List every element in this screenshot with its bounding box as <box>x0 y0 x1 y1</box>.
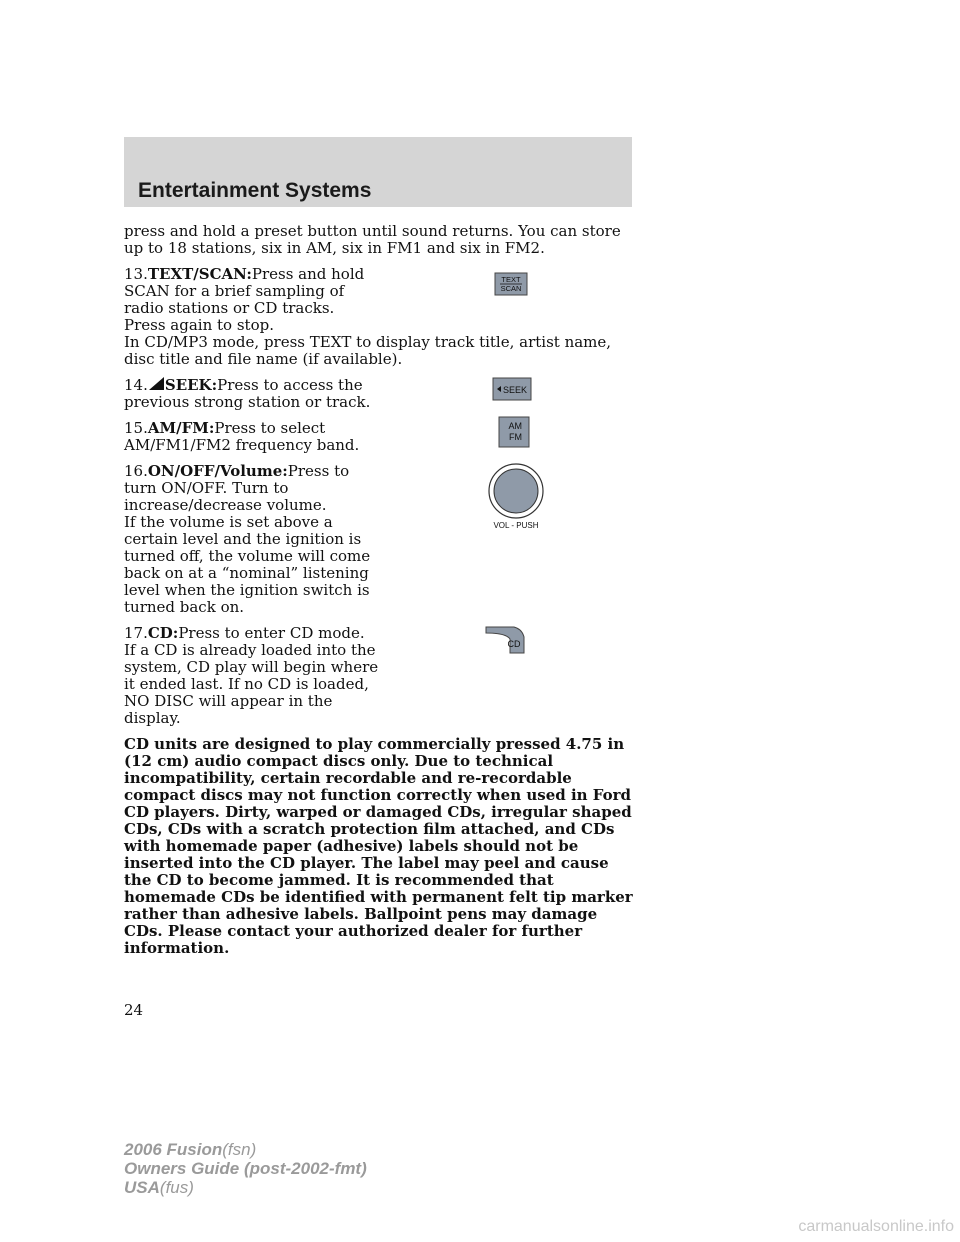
item-number: 14. <box>124 376 148 394</box>
cd-button-icon <box>484 625 530 655</box>
watermark: carmanualsonline.info <box>798 1218 954 1235</box>
item-term: AM/FM: <box>147 419 215 437</box>
cd-warning: CD units are designed to play commercially pressed 4.75 in (12 cm) audio compact discs only. Due to technical incompatibility, certain recordable and re-recordable compact discs may not function correctly when used in Ford CD players. Dirty, warped or damaged CDs, irregular shaped CDs, CDs with a scratch protection film attached, and CDs with homemade paper (adhesive) labels should not be inserted into the CD player. The label may peel and cause the CD to become jammed. It is recommended that homemade CDs be identified with permanent felt tip marker rather than adhesive labels. Ballpoint pens may damage CDs. Please contact your authorized dealer for further information. <box>124 735 633 957</box>
item-13-extra: In CD/MP3 mode, press TEXT to display track title, artist name, disc title and file name (if available). <box>124 333 612 368</box>
item-cd <box>124 625 636 727</box>
text-scan-button-icon <box>494 272 528 296</box>
item-term: ON/OFF/Volume: <box>147 462 288 480</box>
item-description: Press and hold SCAN for a brief sampling of radio stations or CD tracks. Press again to stop. <box>124 265 365 334</box>
item-16-extra-text: If the volume is set above a certain level and the ignition is turned off, the volume will come back on at a “nominal” listening level when the ignition switch is turned back on. <box>124 513 371 616</box>
intro-paragraph: press and hold a preset button until sound returns. You can store up to 18 stations, six in AM, six in FM1 and six in FM2. <box>124 222 621 257</box>
footer-region-code: (fus) <box>159 1178 194 1197</box>
body-text <box>124 223 636 966</box>
cd-label: CD <box>507 639 521 649</box>
item-14-text <box>124 377 380 411</box>
item-number: 13. <box>124 265 148 283</box>
item-text-scan <box>124 266 636 334</box>
amfm-label-1: AM <box>508 421 522 431</box>
item-15-text <box>124 420 380 454</box>
text-scan-label-2: SCAN <box>500 284 522 293</box>
footer-model-code: (fsn) <box>222 1140 257 1159</box>
section-header <box>124 137 632 207</box>
volume-knob-icon <box>484 463 548 531</box>
item-volume <box>124 462 636 530</box>
item-term: TEXT/SCAN: <box>147 265 252 283</box>
footer-model: 2006 Fusion <box>124 1140 223 1159</box>
item-13-text <box>124 266 380 334</box>
item-seek <box>124 377 636 411</box>
footer-region: USA <box>124 1178 160 1197</box>
footer-line-2: Owners Guide (post-2002-fmt) <box>124 1159 367 1178</box>
seek-button-icon <box>492 377 532 401</box>
item-17-text <box>124 625 380 727</box>
item-term: CD: <box>147 624 179 642</box>
seek-back-arrow-icon <box>148 377 165 391</box>
item-description: Press to turn ON/OFF. Turn to increase/decrease volume. <box>124 462 350 514</box>
item-16-extra <box>124 514 636 616</box>
item-term: SEEK: <box>164 376 218 394</box>
item-number: 16. <box>124 462 148 480</box>
seek-label: SEEK <box>502 385 528 395</box>
footer-line-1 <box>124 1140 367 1159</box>
item-amfm <box>124 420 636 454</box>
vol-push-label: VOL - PUSH <box>493 521 539 530</box>
page-number: 24 <box>124 1001 144 1019</box>
item-description: Press to enter CD mode. If a CD is already loaded into the system, CD play will begin where it ended last. If no CD is loaded, NO DISC will appear in the display. <box>124 624 379 727</box>
item-number: 15. <box>124 419 148 437</box>
item-16-text <box>124 463 380 514</box>
item-number: 17. <box>124 624 148 642</box>
amfm-label-2: FM <box>509 432 522 442</box>
footer-line-3 <box>124 1178 367 1197</box>
amfm-button-icon <box>498 416 530 448</box>
document-footer <box>124 1140 367 1197</box>
item-description: Press to access the previous strong station or track. <box>124 376 371 411</box>
item-description: Press to select AM/FM1/FM2 frequency band. <box>124 419 360 454</box>
text-scan-label-1: TEXT <box>501 275 521 284</box>
page-title: Entertainment Systems <box>138 179 372 202</box>
